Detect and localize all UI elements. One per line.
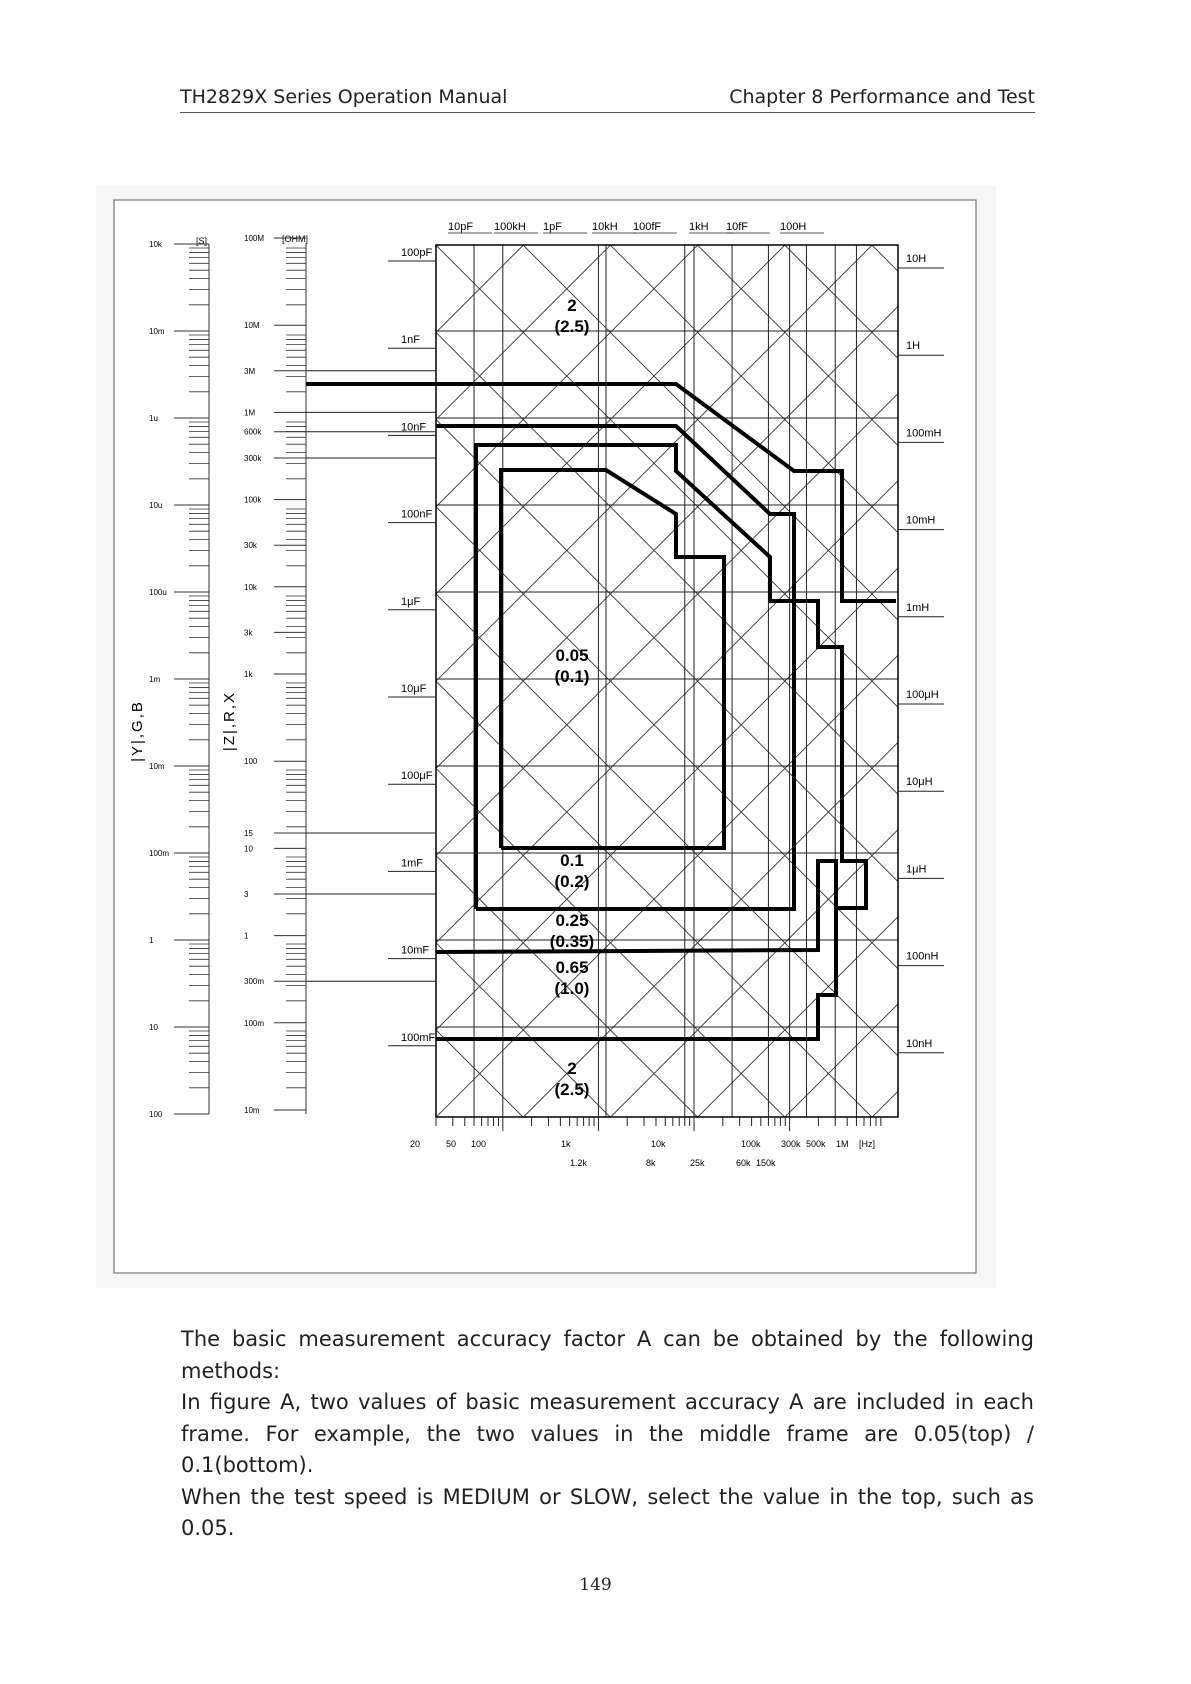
z-scale-tick-label: 3M (244, 366, 256, 376)
z-scale-tick-label: 300k (244, 453, 262, 463)
z-scale-tick-label: 100M (244, 234, 265, 243)
inductance-label: 10H (906, 253, 927, 265)
z-scale-label: |Z|,R,X (221, 690, 238, 752)
z-scale-tick-label: 10k (244, 582, 257, 592)
y-scale-tick-label: 10m (149, 762, 165, 771)
y-scale-tick-label: 1m (149, 675, 161, 684)
capacitance-label: 100mF (401, 1031, 436, 1044)
top-label: 100H (780, 221, 807, 233)
inductance-label: 10nH (906, 1037, 933, 1050)
y-scale-tick-label: 10 (149, 1023, 158, 1032)
y-scale-tick-label: 100m (149, 849, 170, 858)
top-label: 10fF (726, 221, 749, 233)
inductance-label: 10μH (906, 776, 933, 789)
accuracy-value: 0.05 (555, 646, 589, 665)
y-scale-tick-label: 100u (149, 588, 167, 597)
z-scale-tick-label: 100m (244, 1018, 265, 1028)
y-scale-tick-label: 100 (149, 1110, 163, 1119)
top-label: 1pF (543, 221, 562, 233)
top-label: 1kH (689, 221, 709, 233)
capacitance-label: 100μF (401, 770, 433, 783)
accuracy-chart (96, 186, 996, 1288)
top-label: 100kH (494, 221, 526, 233)
capacitance-label: 1mF (401, 857, 423, 870)
accuracy-value-alt: (0.1) (554, 667, 590, 686)
y-scale-tick-label: 1u (149, 414, 158, 423)
frequency-label-secondary: 1.2k (570, 1158, 588, 1168)
accuracy-value-alt: (2.5) (554, 1080, 590, 1099)
frequency-label: 100k (741, 1139, 761, 1149)
accuracy-value-alt: (0.2) (554, 872, 590, 891)
inductance-label: 100nH (906, 950, 939, 963)
accuracy-value: 0.25 (555, 911, 589, 930)
frequency-label: 100 (471, 1139, 487, 1149)
accuracy-value: 0.1 (560, 851, 584, 870)
capacitance-label: 1nF (401, 334, 420, 347)
y-scale-tick-label: 10m (149, 327, 165, 336)
z-scale-tick-label: 10M (244, 321, 260, 331)
z-scale-tick-label: 30k (244, 541, 257, 551)
capacitance-label: 100pF (401, 247, 433, 259)
frequency-label-secondary: 60k (736, 1158, 751, 1168)
frequency-label: 300k (781, 1139, 801, 1149)
z-scale-tick-label: 10 (244, 844, 253, 854)
z-scale-tick-label: 1M (244, 408, 256, 418)
z-scale-tick-label: 1k (244, 670, 253, 679)
header-chapter-title: Chapter 8 Performance and Test (729, 86, 1035, 108)
capacitance-label: 10nF (401, 421, 427, 434)
frequency-label: 20 (410, 1139, 421, 1149)
page-number: 149 (579, 1575, 612, 1595)
z-scale-tick-label: 3 (244, 889, 249, 899)
accuracy-value-alt: (0.35) (549, 932, 595, 951)
frequency-label: 10k (651, 1139, 666, 1149)
page-header (180, 84, 1035, 113)
z-scale-unit: [OHM] (282, 234, 308, 244)
frequency-label-secondary: 25k (690, 1158, 705, 1168)
accuracy-value: 0.65 (555, 958, 589, 977)
frequency-label: 1M (836, 1139, 849, 1149)
y-scale-unit: [S] (196, 236, 208, 246)
inductance-label: 1μH (906, 863, 927, 876)
accuracy-value: 2 (567, 296, 577, 315)
z-scale-tick-label: 600k (244, 427, 262, 437)
frequency-label: [Hz] (859, 1139, 876, 1149)
z-scale-tick-label: 3k (244, 628, 253, 638)
z-scale-tick-label: 1 (244, 931, 249, 941)
capacitance-label: 10μF (401, 683, 427, 695)
top-label: 100fF (633, 221, 662, 233)
accuracy-chart-figure (96, 186, 996, 1288)
inductance-label: 10mH (906, 514, 936, 527)
header-manual-title: TH2829X Series Operation Manual (180, 86, 508, 108)
y-scale-tick-label: 10u (149, 501, 163, 510)
z-scale-tick-label: 300m (244, 977, 265, 987)
accuracy-value-alt: (1.0) (554, 979, 590, 998)
frequency-label: 1k (561, 1139, 571, 1149)
top-label: 10pF (448, 221, 474, 233)
y-scale-label: |Y|,G,B (129, 700, 146, 762)
capacitance-label: 10mF (401, 944, 430, 957)
z-scale-tick-label: 15 (244, 829, 253, 839)
paragraph-figure-a: In figure A, two values of basic measurement accuracy A are included in each frame. For example, the two values in the middle frame are 0.05(top) / 0.1(bottom). (181, 1390, 1034, 1477)
frequency-label-secondary: 150k (756, 1158, 776, 1168)
y-scale-tick-label: 10k (149, 240, 162, 249)
inductance-label: 100μH (906, 689, 939, 701)
capacitance-label: 1μF (401, 595, 421, 608)
capacitance-label: 100nF (401, 508, 433, 521)
inductance-label: 1H (906, 340, 921, 353)
z-scale-tick-label: 100k (244, 495, 262, 505)
accuracy-value-alt: (2.5) (554, 317, 590, 336)
y-scale-tick-label: 1 (149, 936, 154, 945)
frequency-label: 50 (446, 1139, 457, 1149)
top-label: 10kH (592, 221, 618, 233)
paragraph-test-speed: When the test speed is MEDIUM or SLOW, select the value in the top, such as 0.05. (181, 1484, 1034, 1540)
frequency-label-secondary: 8k (646, 1158, 656, 1168)
z-scale-tick-label: 10m (244, 1106, 260, 1115)
body-text (181, 1324, 1034, 1545)
frequency-label: 500k (806, 1139, 826, 1149)
inductance-label: 1mH (906, 601, 930, 614)
paragraph-method-intro: The basic measurement accuracy factor A can be obtained by the following methods: (181, 1327, 1034, 1383)
z-scale-tick-label: 100 (244, 757, 258, 767)
accuracy-value: 2 (567, 1059, 577, 1078)
inductance-label: 100mH (906, 427, 942, 440)
